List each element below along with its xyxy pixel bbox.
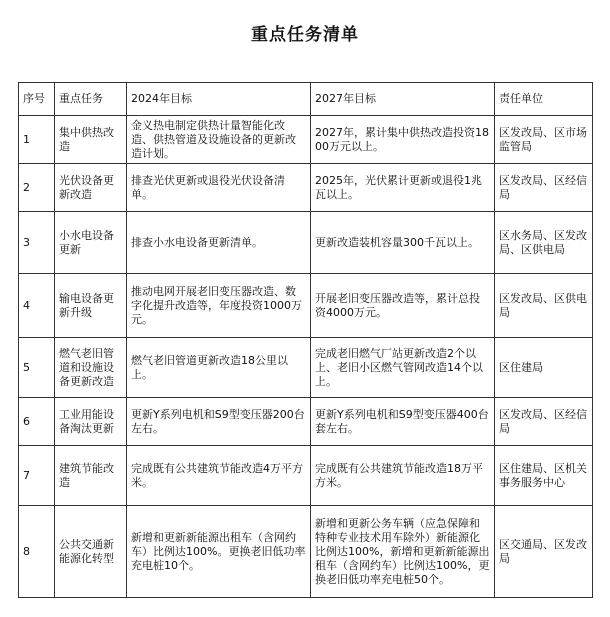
cell-goal-2024: 推动电网开展老旧变压器改造、数字化提升改造等，年度投资1000万元。 [127,274,311,338]
table-row [19,506,593,598]
cell-goal-2027: 新增和更新公务车辆（应急保障和特种专业技术用车除外）新能源化比例达100%，新增和更新新能源出租车（含网约车）比例达100%，更换老旧低功率充电桩50个。 [311,506,495,598]
header-unit: 责任单位 [495,83,593,116]
cell-goal-2027: 开展老旧变压器改造等，累计总投资4000万元。 [311,274,495,338]
cell-task: 燃气老旧管道和设施设备更新改造 [55,338,127,398]
cell-goal-2024: 燃气老旧管道更新改造18公里以上。 [127,338,311,398]
cell-goal-2027: 2027年，累计集中供热改造投资1800万元以上。 [311,116,495,164]
cell-task: 集中供热改造 [55,116,127,164]
cell-unit: 区住建局 [495,338,593,398]
task-table [18,82,593,598]
cell-unit: 区交通局、区发改局 [495,506,593,598]
cell-goal-2027: 更新Y系列电机和S9型变压器400台套左右。 [311,398,495,446]
header-goal-2027: 2027年目标 [311,83,495,116]
cell-goal-2024: 更新Y系列电机和S9型变压器200台左右。 [127,398,311,446]
table-row [19,274,593,338]
cell-unit: 区发改局、区供电局 [495,274,593,338]
cell-goal-2024: 排查小水电设备更新清单。 [127,212,311,274]
cell-no: 2 [19,164,55,212]
table-row [19,116,593,164]
cell-goal-2024: 完成既有公共建筑节能改造4万平方米。 [127,446,311,506]
cell-task: 公共交通新能源化转型 [55,506,127,598]
cell-goal-2027: 2025年，光伏累计更新或退役1兆瓦以上。 [311,164,495,212]
cell-goal-2024: 新增和更新新能源出租车（含网约车）比例达100%。更换老旧低功率充电桩10个。 [127,506,311,598]
cell-unit: 区发改局、区经信局 [495,398,593,446]
cell-goal-2027: 完成老旧燃气厂站更新改造2个以上、老旧小区燃气管网改造14个以上。 [311,338,495,398]
cell-goal-2024: 金义热电制定供热计量智能化改造、供热管道及设施设备的更新改造计划。 [127,116,311,164]
table-row [19,164,593,212]
cell-no: 4 [19,274,55,338]
cell-task: 输电设备更新升级 [55,274,127,338]
cell-unit: 区水务局、区发改局、区供电局 [495,212,593,274]
cell-task: 建筑节能改造 [55,446,127,506]
header-row [19,83,593,116]
cell-no: 7 [19,446,55,506]
header-task: 重点任务 [55,83,127,116]
cell-goal-2027: 完成既有公共建筑节能改造18万平方米。 [311,446,495,506]
document-title: 重点任务清单 [251,25,359,45]
cell-task: 工业用能设备淘汰更新 [55,398,127,446]
cell-unit: 区发改局、区市场监管局 [495,116,593,164]
cell-no: 5 [19,338,55,398]
table-row [19,446,593,506]
cell-no: 3 [19,212,55,274]
header-goal-2024: 2024年目标 [127,83,311,116]
cell-no: 8 [19,506,55,598]
table-row [19,212,593,274]
cell-unit: 区发改局、区经信局 [495,164,593,212]
cell-task: 光伏设备更新改造 [55,164,127,212]
table-row [19,398,593,446]
table-row [19,338,593,398]
cell-unit: 区住建局、区机关事务服务中心 [495,446,593,506]
cell-no: 6 [19,398,55,446]
header-no: 序号 [19,83,55,116]
cell-goal-2027: 更新改造装机容量300千瓦以上。 [311,212,495,274]
cell-task: 小水电设备更新 [55,212,127,274]
cell-goal-2024: 排查光伏更新或退役光伏设备清单。 [127,164,311,212]
cell-no: 1 [19,116,55,164]
